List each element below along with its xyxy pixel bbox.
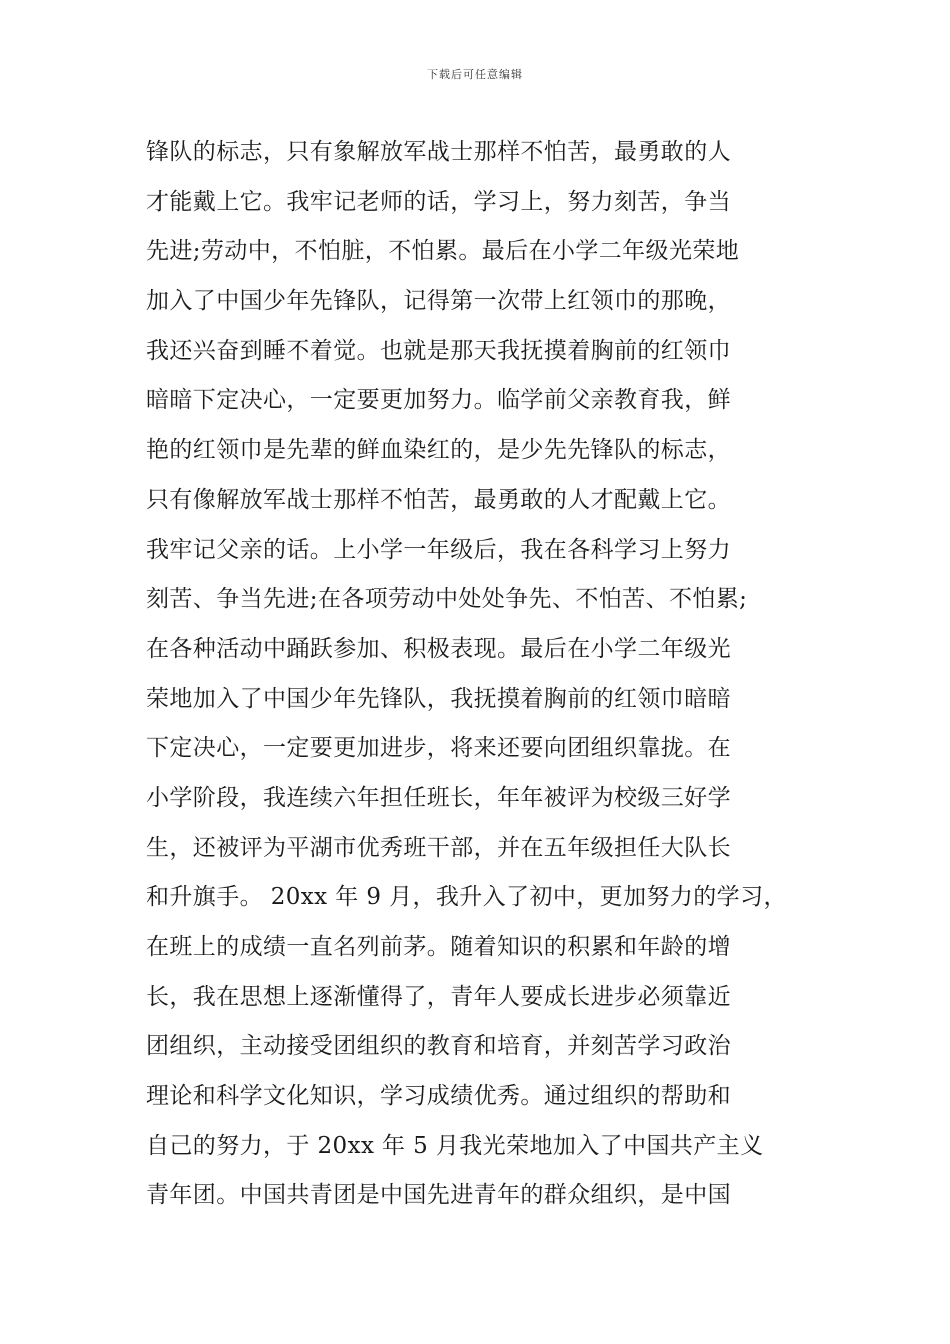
text-line: 团组织，主动接受团组织的教育和培育，并刻苦学习政治 (146, 1033, 731, 1060)
text-line: 和升旗手。 20xx 年 9 月，我升入了初中，更加努力的学习， (146, 884, 787, 911)
text-line: 先进;劳动中，不怕脏，不怕累。最后在小学二年级光荣地 (146, 238, 740, 265)
text-line: 我牢记父亲的话。上小学一年级后，我在各科学习上努力 (146, 536, 731, 563)
text-line: 自己的努力，于 20xx 年 5 月我光荣地加入了中国共产主义 (146, 1132, 764, 1159)
text-line: 生，还被评为平湖市优秀班干部，并在五年级担任大队长 (146, 834, 731, 861)
text-line: 青年团。中国共青团是中国先进青年的群众组织，是中国 (146, 1182, 731, 1209)
text-line: 下定决心，一定要更加进步，将来还要向团组织靠拢。在 (146, 735, 731, 762)
text-line: 暗暗下定决心，一定要更加努力。临学前父亲教育我，鲜 (146, 387, 731, 414)
text-line: 荣地加入了中国少年先锋队，我抚摸着胸前的红领巾暗暗 (146, 685, 731, 712)
text-line: 只有像解放军战士那样不怕苦，最勇敢的人才配戴上它。 (146, 486, 731, 513)
text-line: 加入了中国少年先锋队，记得第一次带上红领巾的那晚， (146, 288, 731, 315)
text-line: 理论和科学文化知识，学习成绩优秀。通过组织的帮助和 (146, 1083, 731, 1110)
text-line: 刻苦、争当先进;在各项劳动中处处争先、不怕苦、不怕累; (146, 586, 748, 613)
text-line: 我还兴奋到睡不着觉。也就是那天我抚摸着胸前的红领巾 (146, 337, 731, 364)
text-line: 才能戴上它。我牢记老师的话，学习上，努力刻苦，争当 (146, 188, 731, 215)
header-note: 下载后可任意编辑 (427, 68, 523, 81)
text-line: 长，我在思想上逐渐懂得了，青年人要成长进步必须靠近 (146, 983, 731, 1010)
text-line: 在各种活动中踊跃参加、积极表现。最后在小学二年级光 (146, 635, 731, 662)
text-line: 在班上的成绩一直名列前茅。随着知识的积累和年龄的增 (146, 934, 731, 960)
body-text (146, 128, 826, 1221)
text-line: 艳的红领巾是先辈的鲜血染红的，是少先先锋队的标志， (146, 437, 731, 464)
text-line: 小学阶段，我连续六年担任班长，年年被评为校级三好学 (146, 784, 731, 811)
text-line: 锋队的标志，只有象解放军战士那样不怕苦，最勇敢的人 (146, 139, 731, 165)
